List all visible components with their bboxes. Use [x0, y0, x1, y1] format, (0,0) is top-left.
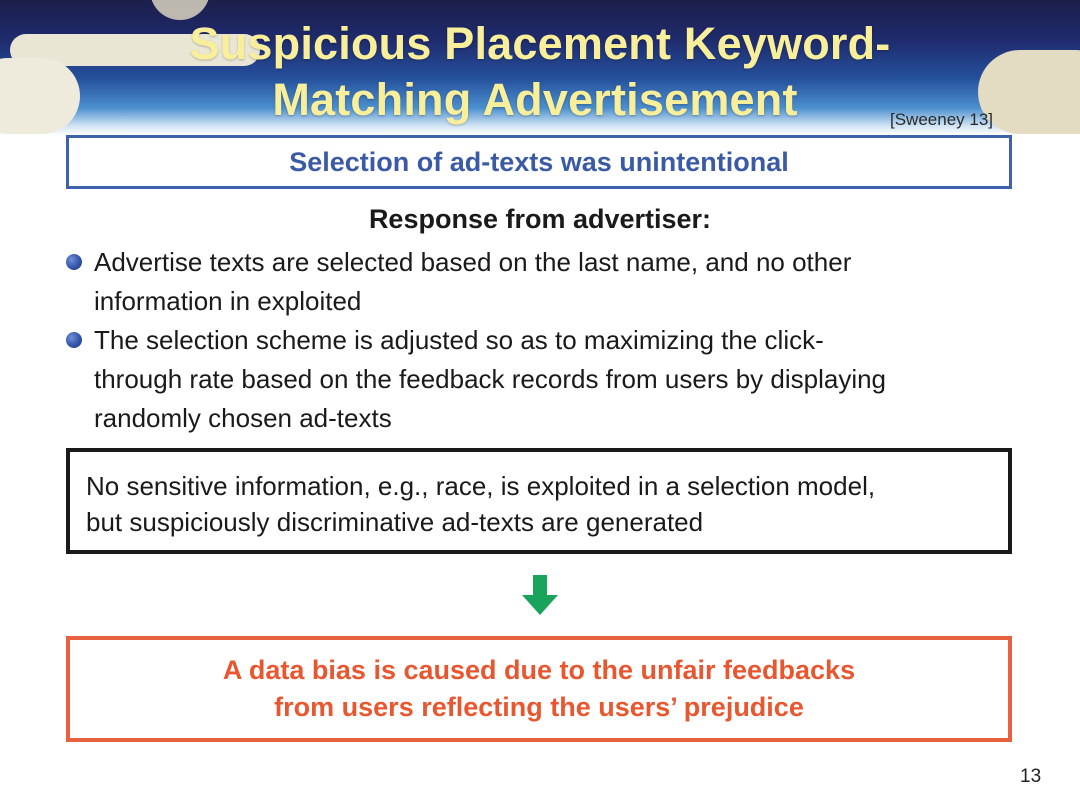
bullet-item [66, 243, 1016, 321]
bullet-line: Advertise texts are selected based on the last name, and no other [94, 247, 852, 277]
citation: [Sweeney 13] [890, 110, 994, 129]
observation-box [66, 448, 1012, 554]
title-line-2: Matching Advertisement [272, 74, 798, 125]
bullet-line: The selection scheme is adjusted so as to maximizing the click- [94, 325, 824, 355]
bullet-line: information in exploited [94, 286, 362, 316]
bullet-dot-icon [66, 332, 82, 348]
bullet-line: randomly chosen ad-texts [94, 403, 392, 433]
response-heading: Response from advertiser: [368, 204, 712, 234]
conclusion-box [66, 636, 1012, 742]
title-line-1: Suspicious Placement Keyword- [189, 18, 891, 69]
bullet-list [66, 243, 1016, 438]
conclusion-line: A data bias is caused due to the unfair feedbacks [222, 655, 856, 685]
bullet-dot-icon [66, 254, 82, 270]
conclusion-line: from users reflecting the users’ prejudice [274, 692, 804, 722]
page-number: 13 [1020, 766, 1042, 787]
summary-text: Selection of ad-texts was unintentional [289, 146, 789, 177]
observation-line: No sensitive information, e.g., race, is exploited in a selection model, [86, 471, 876, 501]
bullet-line: through rate based on the feedback records from users by displaying [94, 364, 887, 394]
summary-box [66, 135, 1012, 189]
observation-line: but suspiciously discriminative ad-texts are generated [86, 507, 704, 537]
bullet-item [66, 321, 1016, 438]
down-arrow-icon [522, 575, 558, 615]
